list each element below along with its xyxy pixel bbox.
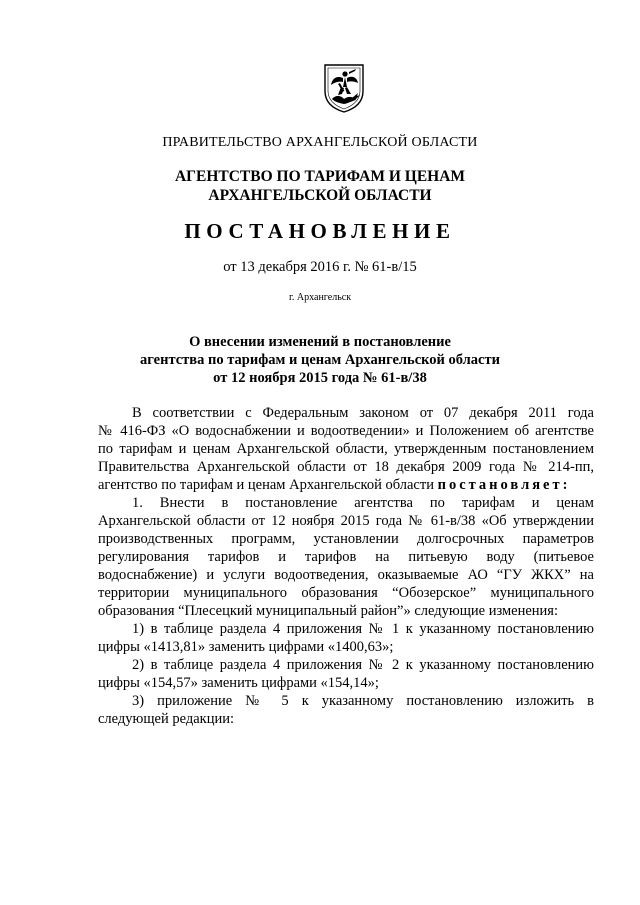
body-line: водоснабжение) и услуги водоотведения, оказываемые АО “ГУ ЖКХ” на	[98, 567, 594, 583]
body-line: 3) приложение № 5 к указанному постановлению изложить в	[132, 693, 594, 709]
body-line: Правительства Архангельской области от 18 декабря 2009 года № 214-пп,	[98, 459, 594, 475]
agency-title-line2: АРХАНГЕЛЬСКОЙ ОБЛАСТИ	[208, 187, 432, 204]
document-city: г. Архангельск	[288, 292, 352, 303]
subject-line3: от 12 ноября 2015 года № 61-в/38	[213, 370, 427, 386]
body-line-resolves	[98, 476, 594, 494]
body-line: 1. Внести в постановление агентства по тарифам и ценам	[132, 495, 594, 511]
subject-line2: агентства по тарифам и ценам Архангельской области	[140, 352, 500, 368]
body-line: регулирования тарифов и тарифов на питьевую воду (питьевое	[98, 549, 594, 565]
body-line: цифры «154,57» заменить цифрами «154,14»;	[98, 675, 379, 691]
agency-title-line1: АГЕНТСТВО ПО ТАРИФАМ И ЦЕНАМ	[174, 168, 466, 185]
coat-of-arms-icon	[322, 63, 366, 113]
body-line: производственных программ, установлении долгосрочных параметров	[98, 531, 594, 547]
body-line: цифры «1413,81» заменить цифрами «1400,63»;	[98, 639, 394, 655]
body-line: 2) в таблице раздела 4 приложения № 2 к указанному постановлению	[132, 657, 594, 673]
body-line: В соответствии с Федеральным законом от 07 декабря 2011 года	[132, 405, 594, 421]
body-line: следующей редакции:	[98, 711, 235, 727]
document-date-number: от 13 декабря 2016 г. № 61-в/15	[223, 259, 417, 275]
document-type-title: ПОСТАНОВЛЕНИЕ	[184, 219, 456, 243]
body-line-text: агентство по тарифам и ценам Архангельской области	[98, 477, 434, 493]
government-title: ПРАВИТЕЛЬСТВО АРХАНГЕЛЬСКОЙ ОБЛАСТИ	[162, 135, 478, 150]
subject-line1: О внесении изменений в постановление	[189, 334, 451, 350]
body-line: территории муниципального образования “Обозерское” муниципального	[98, 585, 594, 601]
body-line: по тарифам и ценам Архангельской области, утвержденным постановлением	[98, 441, 594, 457]
resolves-word: постановляет:	[437, 477, 571, 493]
body-line: 1) в таблице раздела 4 приложения № 1 к указанному постановлению	[132, 621, 594, 637]
body-line: образования “Плесецкий муниципальный район”» следующие изменения:	[98, 603, 559, 619]
body-line: № 416-ФЗ «О водоснабжении и водоотведении» и Положением об агентстве	[98, 423, 594, 439]
body-line: Архангельской области от 12 ноября 2015 года № 61-в/38 «Об утверждении	[98, 513, 594, 529]
